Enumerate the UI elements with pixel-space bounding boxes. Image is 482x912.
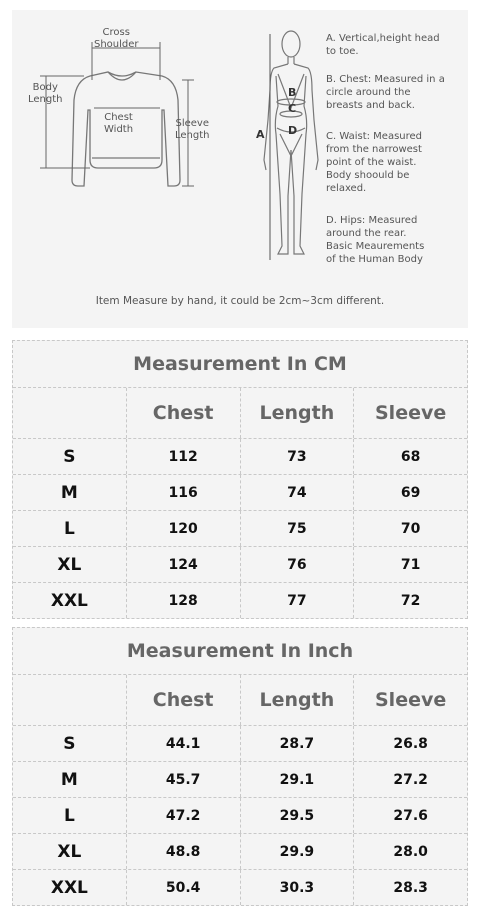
note-a: A. Vertical,height head to toe. — [326, 33, 440, 57]
human-body-icon — [264, 31, 318, 254]
cm-table-header — [13, 388, 467, 439]
header-length: Length — [241, 675, 355, 725]
size-cell: L — [13, 511, 127, 546]
note-d: D. Hips: Measured around the rear. Basic Meaurements of the Human Body — [326, 215, 425, 265]
length-cell: 29.9 — [241, 834, 355, 869]
chest-cell: 112 — [127, 439, 241, 474]
header-chest: Chest — [127, 675, 241, 725]
size-cell: S — [13, 726, 127, 761]
chest-cell: 128 — [127, 583, 241, 618]
chest-cell: 50.4 — [127, 870, 241, 905]
cross-shoulder-label: Cross Shoulder — [94, 27, 139, 50]
size-cell: XXL — [13, 583, 127, 618]
sleeve-cell: 27.6 — [393, 807, 428, 824]
chest-cell: 44.1 — [127, 726, 241, 761]
letter-d: D — [288, 124, 298, 137]
note-b: B. Chest: Measured in a circle around the breasts and back. — [326, 74, 445, 111]
sleeve-cell: 28.0 — [393, 843, 428, 860]
table-row — [13, 762, 467, 798]
table-row — [13, 834, 467, 870]
length-cell: 73 — [241, 439, 355, 474]
sleeve-cell: 69 — [400, 484, 421, 501]
header-sleeve: Sleeve — [375, 402, 447, 424]
length-cell: 77 — [241, 583, 355, 618]
sleeve-cell: 27.2 — [393, 771, 428, 788]
length-cell: 76 — [241, 547, 355, 582]
size-cell: XL — [13, 547, 127, 582]
length-cell: 74 — [241, 475, 355, 510]
length-cell: 30.3 — [241, 870, 355, 905]
cm-table-title: Measurement In CM — [13, 341, 467, 388]
inch-table-header — [13, 675, 467, 726]
size-cell: M — [13, 762, 127, 797]
size-cell: L — [13, 798, 127, 833]
chest-cell: 120 — [127, 511, 241, 546]
sleeve-cell: 68 — [400, 448, 421, 465]
measure-disclaimer: Item Measure by hand, it could be 2cm~3cm different. — [95, 295, 385, 307]
length-cell: 75 — [241, 511, 355, 546]
chest-cell: 47.2 — [127, 798, 241, 833]
table-row — [13, 726, 467, 762]
table-row — [13, 439, 467, 475]
table-row — [13, 475, 467, 511]
sleeve-cell: 28.3 — [393, 879, 428, 896]
letter-c: C — [288, 102, 297, 115]
sleeve-cell: 26.8 — [393, 735, 428, 752]
header-chest: Chest — [127, 388, 241, 438]
header-size — [13, 388, 127, 438]
header-length: Length — [241, 388, 355, 438]
length-cell: 28.7 — [241, 726, 355, 761]
sleeve-cell: 72 — [400, 592, 421, 609]
chest-cell: 45.7 — [127, 762, 241, 797]
table-row — [13, 583, 467, 618]
chest-width-label: Chest Width — [104, 112, 134, 135]
table-row — [13, 547, 467, 583]
table-row — [13, 870, 467, 905]
letter-a: A — [256, 128, 265, 141]
cm-size-table — [12, 340, 468, 619]
table-row — [13, 511, 467, 547]
inch-size-table — [12, 627, 468, 906]
chest-cell: 124 — [127, 547, 241, 582]
sleeve-cell: 71 — [400, 556, 421, 573]
note-c: C. Waist: Measured from the narrowest point of the waist. Body shoould be relaxed. — [326, 131, 423, 194]
length-cell: 29.1 — [241, 762, 355, 797]
letter-b: B — [288, 86, 297, 99]
size-cell: S — [13, 439, 127, 474]
header-size — [13, 675, 127, 725]
chest-cell: 48.8 — [127, 834, 241, 869]
table-row — [13, 798, 467, 834]
measurement-diagram — [12, 10, 468, 328]
header-sleeve: Sleeve — [375, 689, 447, 711]
length-cell: 29.5 — [241, 798, 355, 833]
size-cell: XXL — [13, 870, 127, 905]
size-cell: M — [13, 475, 127, 510]
chest-cell: 116 — [127, 475, 241, 510]
inch-table-title: Measurement In Inch — [13, 628, 467, 675]
sleeve-cell: 70 — [400, 520, 421, 537]
sleeve-length-label: Sleeve Length — [175, 118, 210, 141]
body-length-label: Body Length — [28, 82, 63, 105]
size-cell: XL — [13, 834, 127, 869]
